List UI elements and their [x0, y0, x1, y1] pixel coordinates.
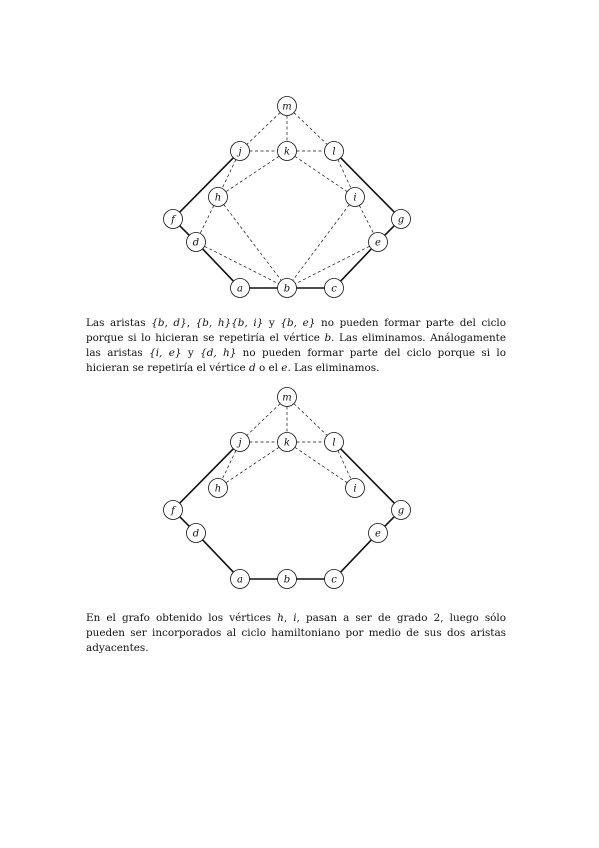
- graph1-edge-i-e-dashed: [359, 205, 373, 233]
- text-run: no pueden formar parte del ciclo porque si lo hicieran se repetiría el vértice: [86, 317, 506, 344]
- graph-figure-2: [0, 381, 599, 596]
- graph2-vertex-label-d: d: [192, 528, 200, 540]
- graph2-edge-j-f-solid: [180, 449, 234, 503]
- math-var: b: [324, 332, 332, 344]
- math-var: e: [281, 362, 288, 374]
- text-run: o el: [255, 362, 282, 374]
- graph2-vertex-label-g: g: [397, 505, 405, 517]
- graph-1-svg: [0, 90, 599, 305]
- text-run: . Las eliminamos.: [287, 362, 380, 374]
- graph2-vertex-label-c: c: [331, 574, 337, 586]
- graph1-edge-k-i-dashed: [295, 156, 347, 191]
- graph2-edge-k-i-dashed: [295, 447, 347, 482]
- graph2-vertex-label-l: l: [332, 437, 336, 449]
- graph2-edge-m-l-dashed: [294, 404, 327, 436]
- graph1-vertex-label-a: a: [237, 283, 243, 295]
- graph1-vertex-label-j: j: [238, 146, 242, 158]
- graph1-edge-c-e-solid: [341, 249, 372, 281]
- graph2-edge-j-h-dashed: [222, 451, 236, 480]
- graph1-edge-f-d-solid: [180, 226, 190, 236]
- graph2-vertex-label-j: j: [238, 437, 242, 449]
- graph2-edge-k-h-dashed: [226, 447, 279, 482]
- paragraph-2: [86, 611, 506, 656]
- graph1-edge-j-f-solid: [180, 158, 234, 212]
- math-var: i: [293, 612, 297, 624]
- graph1-edge-l-i-dashed: [338, 160, 351, 189]
- graph1-vertex-label-f: f: [171, 214, 175, 226]
- graph2-vertex-label-k: k: [283, 437, 291, 449]
- graph1-vertex-label-l: l: [332, 146, 336, 158]
- graph1-vertex-label-b: b: [283, 283, 291, 295]
- graph2-edge-c-e-solid: [341, 540, 372, 572]
- text-run: no pueden formar parte del ciclo porque si lo hicieran se repetiría el vértice: [86, 347, 506, 374]
- math-set: {d, h}: [200, 347, 237, 359]
- graph1-vertex-label-h: h: [214, 192, 222, 204]
- graph2-edge-l-i-dashed: [338, 451, 351, 480]
- math-set: {b, d}: [151, 317, 187, 329]
- graph1-edge-d-b-dashed: [204, 246, 278, 283]
- graph2-vertex-label-i: i: [353, 483, 357, 495]
- text-run: Las aristas: [86, 317, 152, 329]
- graph1-vertex-label-g: g: [397, 214, 405, 226]
- text-run: . Las eliminamos. Análogamente las aristas: [86, 332, 507, 359]
- text-run: En el grafo obtenido los vértices: [86, 612, 278, 624]
- text-run: y: [181, 347, 201, 359]
- graph1-edge-d-a-solid: [203, 249, 234, 281]
- graph1-vertex-label-d: d: [192, 237, 200, 249]
- graph1-edge-h-d-dashed: [200, 206, 214, 234]
- text-run: ,: [186, 317, 196, 329]
- graph2-vertex-label-a: a: [237, 574, 243, 586]
- graph1-edge-h-b-dashed: [224, 205, 282, 281]
- graph1-vertex-label-e: e: [375, 237, 381, 249]
- graph2-vertex-label-m: m: [282, 392, 292, 404]
- graph1-vertex-label-m: m: [282, 101, 292, 113]
- graph1-edge-e-g-solid: [385, 226, 395, 236]
- math-var: d: [248, 362, 256, 374]
- graph2-edge-e-g-solid: [385, 517, 395, 527]
- graph2-vertex-label-f: f: [171, 505, 175, 517]
- graph-figure-1: [0, 90, 599, 305]
- graph1-edge-m-l-dashed: [294, 113, 327, 145]
- text-run: , pasan a ser de grado 2, luego sólo pueden ser incorporados al ciclo hamiltoniano por medio de sus dos aristas adyacentes.: [86, 612, 507, 654]
- graph2-edge-f-d-solid: [180, 517, 190, 527]
- graph1-vertex-label-i: i: [353, 192, 357, 204]
- graph1-vertex-label-c: c: [331, 283, 337, 295]
- math-set: {b, h}{b, i}: [195, 317, 264, 329]
- paragraph-1: [86, 316, 506, 376]
- graph1-vertex-label-k: k: [283, 146, 291, 158]
- graph1-edge-m-j-dashed: [247, 113, 280, 145]
- graph2-edge-m-j-dashed: [247, 404, 280, 436]
- graph2-edge-d-a-solid: [203, 540, 234, 572]
- text-run: y: [263, 317, 281, 329]
- math-var: h: [277, 612, 284, 624]
- graph1-edge-j-h-dashed: [222, 160, 236, 189]
- graph2-vertex-label-b: b: [283, 574, 291, 586]
- graph-2-svg: [0, 381, 599, 596]
- text-run: ,: [283, 612, 294, 624]
- graph1-edge-i-b-dashed: [293, 205, 350, 281]
- math-set: {b, e}: [280, 317, 316, 329]
- graph2-vertex-label-e: e: [375, 528, 381, 540]
- graph1-edge-k-h-dashed: [226, 156, 279, 191]
- graph2-vertex-label-h: h: [214, 483, 222, 495]
- math-set: {i, e}: [149, 347, 182, 359]
- graph1-edge-e-b-dashed: [295, 246, 369, 283]
